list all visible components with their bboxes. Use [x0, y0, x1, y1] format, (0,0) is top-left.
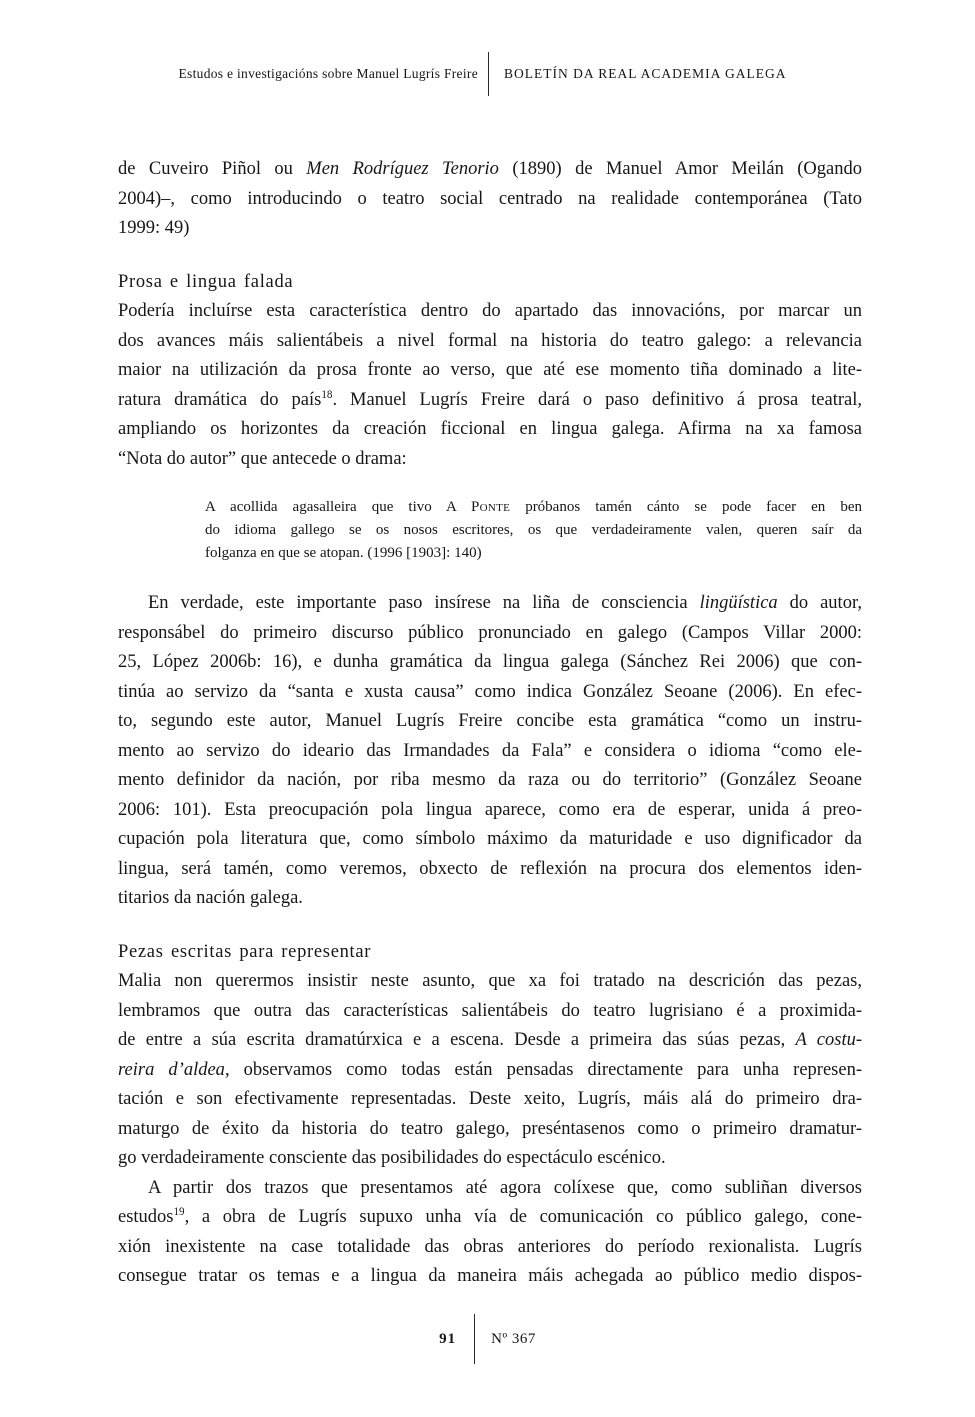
header-divider — [488, 52, 489, 96]
text-segment: cupación pola literatura que, como símbolo máximo da maturidade e uso dignificador da — [118, 829, 862, 849]
text-segment: Malia non querermos insistir neste asunto, que xa foi tratado na descrición das pezas, — [118, 971, 862, 991]
text-segment: Prosa e lingua falada — [118, 271, 294, 292]
text-line — [118, 1203, 862, 1233]
text-line — [118, 445, 862, 475]
text-line — [205, 496, 862, 519]
text-segment: “Nota do autor” que antecede o drama: — [118, 448, 407, 469]
page-header — [0, 52, 975, 96]
text-line — [118, 967, 862, 997]
text-segment: responsábel do primeiro discurso público pronunciado en galego (Campos Villar 2000: — [118, 622, 862, 643]
text-line — [118, 997, 862, 1027]
text-segment: Ponte — [470, 499, 511, 515]
text-line — [118, 1233, 862, 1263]
text-line — [118, 678, 862, 708]
text-line — [118, 185, 862, 215]
header-journal-title: BOLETÍN DA REAL ACADEMIA GALEGA — [504, 66, 787, 81]
text-line — [118, 268, 862, 298]
text-segment: reira d’aldea — [118, 1059, 225, 1080]
text-segment: A acollida agasalleira que tivo A — [205, 499, 471, 515]
text-line — [118, 855, 862, 885]
header-section-title: Estudos e investigacións sobre Manuel Lugrís Freire — [178, 66, 478, 81]
text-segment: tación e son efectivamente representadas. Deste xeito, Lugrís, máis alá do primeiro dra- — [118, 1089, 862, 1109]
text-segment: titarios da nación galega. — [118, 888, 303, 908]
text-segment: estudos — [118, 1207, 174, 1227]
footnote-reference: 19 — [173, 1205, 185, 1218]
paragraph — [118, 155, 862, 244]
text-line — [205, 542, 862, 565]
text-line — [118, 415, 862, 445]
text-line — [118, 1144, 862, 1174]
page-footer — [0, 1314, 975, 1364]
text-line — [118, 707, 862, 737]
text-segment: lembramos que outra das características salientábeis do teatro lugrisiano é a proximida- — [118, 1000, 862, 1021]
text-segment: lingüística — [699, 593, 778, 613]
text-line — [118, 297, 862, 327]
text-segment: En verdade, este importante paso insírese na liña de consciencia — [148, 593, 700, 613]
text-segment: maturgo de éxito da historia do teatro galego, preséntasenos como o primeiro dramatur- — [118, 1118, 862, 1139]
text-segment: (1890) de Manuel Amor Meilán (Ogando — [498, 159, 862, 179]
text-segment: ampliando os horizontes da creación ficcional en lingua galega. Afirma na xa famosa — [118, 419, 862, 439]
text-line — [205, 519, 862, 542]
block-quote — [205, 496, 862, 565]
text-line — [118, 327, 862, 357]
text-line — [118, 386, 862, 416]
text-line — [118, 1056, 862, 1086]
paragraph — [118, 589, 862, 914]
text-segment: 2006: 101). Esta preocupación pola lingua aparece, como era de esperar, unida á preo- — [118, 799, 862, 820]
section-heading — [118, 938, 862, 968]
text-line — [118, 619, 862, 649]
text-line — [118, 825, 862, 855]
text-line — [118, 884, 862, 914]
text-segment: 2004)–, como introducindo o teatro social centrado na realidade contemporánea (Tato — [118, 188, 862, 209]
text-line — [118, 155, 862, 185]
paragraph — [118, 297, 862, 474]
text-segment: Podería incluírse esta característica dentro do apartado das innovacións, por marcar un — [118, 301, 862, 321]
text-segment: 1999: 49) — [118, 218, 190, 238]
text-segment: folganza en que se atopan. (1996 [1903]: 140) — [205, 545, 482, 561]
text-segment: maior na utilización da prosa fronte ao verso, que até ese momento tiña dominado a lite- — [118, 360, 862, 380]
text-line — [118, 1115, 862, 1145]
text-segment: , observamos como todas están pensadas directamente para unha represen- — [224, 1059, 862, 1080]
text-segment: A partir dos trazos que presentamos até agora colíxese que, como subliñan diversos — [148, 1177, 862, 1198]
text-segment: 25, López 2006b: 16), e dunha gramática da lingua galega (Sánchez Rei 2006) que con- — [118, 652, 862, 672]
text-segment: consegue tratar os temas e a lingua da maneira máis achegada ao público medio dispos- — [118, 1266, 862, 1286]
text-segment: de entre a súa escrita dramatúrxica e a escena. Desde a primeira das súas pezas, — [118, 1030, 796, 1050]
paragraph — [118, 1174, 862, 1292]
text-line — [118, 1026, 862, 1056]
page-number: 91 — [439, 1330, 457, 1347]
text-line — [118, 938, 862, 968]
text-segment: mento ao servizo do ideario das Irmandades da Fala” e considera o idioma “como ele- — [118, 740, 862, 761]
text-segment: . Manuel Lugrís Freire dará o paso definitivo á prosa teatral, — [332, 389, 863, 410]
text-line — [118, 214, 862, 244]
text-segment: to, segundo este autor, Manuel Lugrís Freire concibe esta gramática “como un instru- — [118, 711, 862, 731]
text-line — [118, 796, 862, 826]
text-line — [118, 1085, 862, 1115]
text-segment: de Cuveiro Piñol ou — [118, 159, 307, 179]
text-line — [118, 737, 862, 767]
page-body — [118, 155, 862, 1292]
text-segment: ratura dramática do país — [118, 389, 322, 410]
text-line — [118, 648, 862, 678]
footnote-reference: 18 — [321, 388, 333, 401]
text-segment: do idioma gallego se os nosos escritores, os que verdadeiramente valen, queren saír da — [205, 522, 862, 538]
text-segment: , a obra de Lugrís supuxo unha vía de comunicación co público galego, cone- — [184, 1207, 862, 1227]
text-line — [118, 1174, 862, 1204]
text-segment: do autor, — [777, 593, 862, 613]
text-segment: Men Rodríguez Tenorio — [306, 159, 499, 179]
text-segment: xión inexistente na case totalidade das obras anteriores do período rexionalista. Lugrís — [118, 1236, 862, 1257]
text-segment: lingua, será tamén, como veremos, obxecto de reflexión na procura dos elementos iden- — [118, 858, 862, 879]
text-segment: mento definidor da nación, por riba mesmo da raza ou do territorio” (González Seoane — [118, 770, 862, 790]
issue-number: Nº 367 — [491, 1330, 536, 1347]
text-line — [118, 356, 862, 386]
text-segment: A costu- — [795, 1030, 862, 1050]
text-line — [118, 1262, 862, 1292]
text-line — [118, 766, 862, 796]
text-segment: dos avances máis salientábeis a nivel formal na historia do teatro galego: a relevancia — [118, 330, 862, 351]
text-segment: tinúa ao servizo da “santa e xusta causa” como indica González Seoane (2006). En efec- — [118, 681, 862, 702]
text-segment: go verdadeiramente consciente das posibilidades do espectáculo escénico. — [118, 1148, 666, 1168]
text-segment: próbanos tamén cánto se pode facer en ben — [510, 499, 862, 515]
text-segment: Pezas escritas para representar — [118, 941, 372, 962]
text-line — [118, 589, 862, 619]
footer-divider — [474, 1314, 475, 1364]
section-heading — [118, 268, 862, 298]
paragraph — [118, 967, 862, 1174]
